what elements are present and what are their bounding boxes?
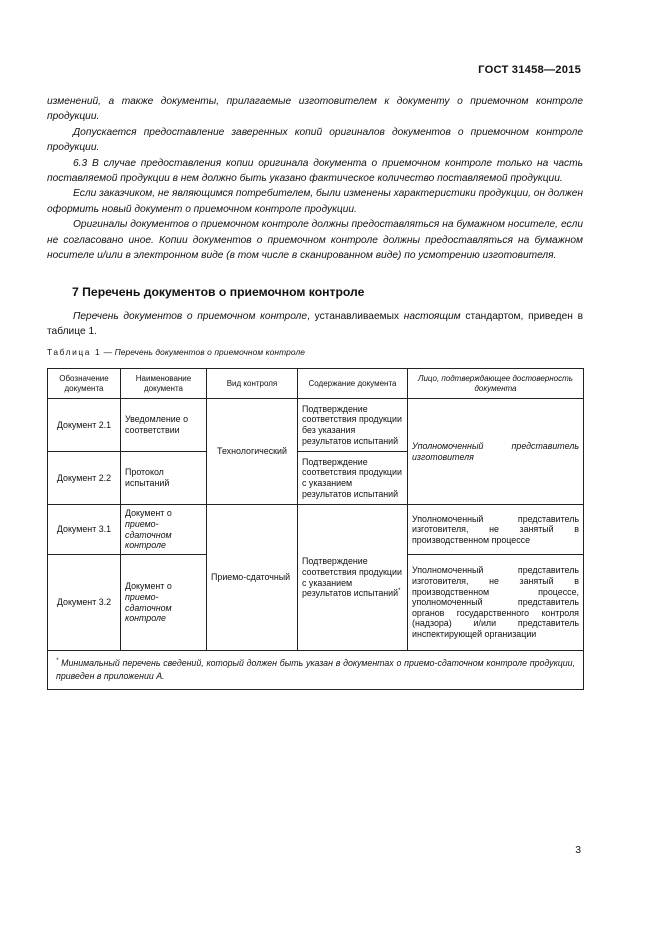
cell-code: Документ 2.2 xyxy=(48,452,121,505)
table-header-row xyxy=(48,369,584,399)
paragraph-copies-allowed: Допускается предоставление заверенных копий оригиналов документов о приемочном контроле продукции. xyxy=(47,126,583,154)
documents-table xyxy=(47,368,584,690)
table-row xyxy=(48,399,584,452)
cell-code: Документ 3.2 xyxy=(48,555,121,651)
page-number: 3 xyxy=(575,845,581,856)
cell-person: Уполномоченный представитель изготовителя, не занятый в производственном процессе xyxy=(408,505,584,555)
body-text xyxy=(47,94,583,263)
cell-person: Уполномоченный представитель изготовителя, не занятый в производственном процессе, уполномоченный представитель органов государственного контроля (надзора) и/или представитель инспектирующей организации xyxy=(408,555,584,651)
paragraph-originals: Оригиналы документов о приемочном контроле должны предоставляться на бумажном носителе, если не согласовано иное. Копии документов о приемочном контроле должны предоставляться на бумажном носителе и/или в электронном виде (в том числе в сканированном виде) по усмотрению изготовителя. xyxy=(47,219,583,262)
table-footnote: * Минимальный перечень сведений, который должен быть указан в документах о приемо-сдаточном контроле продукции, приведен в приложении А. xyxy=(48,651,584,690)
cell-control-technological: Технологический xyxy=(207,399,298,505)
cell-name: Протокол испытаний xyxy=(121,452,207,505)
cell-content-acceptance: Подтверждение соответствия продукции с указанием результатов испытаний* xyxy=(298,505,408,651)
header-name: Наименование документа xyxy=(121,369,207,399)
cell-person-authorized: Уполномоченный представитель изготовителя xyxy=(408,399,584,505)
cell-code: Документ 2.1 xyxy=(48,399,121,452)
cell-name: Документ о приемо-сдаточном контроле xyxy=(121,555,207,651)
standard-code-header: ГОСТ 31458—2015 xyxy=(478,64,581,76)
section-7-title: 7 Перечень документов о приемочном контроле xyxy=(72,285,365,299)
paragraph-customer-changes: Если заказчиком, не являющимся потребителем, были изменены характеристики продукции, он должен оформить новый документ о приемочном контроле продукции. xyxy=(47,188,583,215)
header-content: Содержание документа xyxy=(298,369,408,399)
cell-name: Уведомление о соответствии xyxy=(121,399,207,452)
header-code: Обозначение документа xyxy=(48,369,121,399)
cell-content: Подтверждение соответствия продукции с указанием результатов испытаний xyxy=(298,452,408,505)
table-row xyxy=(48,505,584,555)
header-control: Вид контроля xyxy=(207,369,298,399)
paragraph-6-3: 6.3 В случае предоставления копии оригинала документа о приемочном контроле только на часть поставляемой продукции в нем должно быть указано фактическое количество поставляемой продукции. xyxy=(47,157,583,185)
cell-content: Подтверждение соответствия продукции без указания результатов испытаний xyxy=(298,399,408,452)
section-7-intro: Перечень документов о приемочном контроле, устанавливаемых настоящим стандартом, приведен в таблице 1. xyxy=(47,311,584,338)
cell-control-acceptance: Приемо-сдаточный xyxy=(207,505,298,651)
table-footnote-row xyxy=(48,651,584,690)
cell-code: Документ 3.1 xyxy=(48,505,121,555)
header-person: Лицо, подтверждающее достоверность документа xyxy=(408,369,584,399)
table-caption: Таблица 1 — Перечень документов о приемочном контроле xyxy=(47,347,306,357)
paragraph-continuation: изменений, а также документы, прилагаемые изготовителем к документу о приемочном контроле продукции. xyxy=(47,96,583,123)
cell-name: Документ о приемо-сдаточном контроле xyxy=(121,505,207,555)
